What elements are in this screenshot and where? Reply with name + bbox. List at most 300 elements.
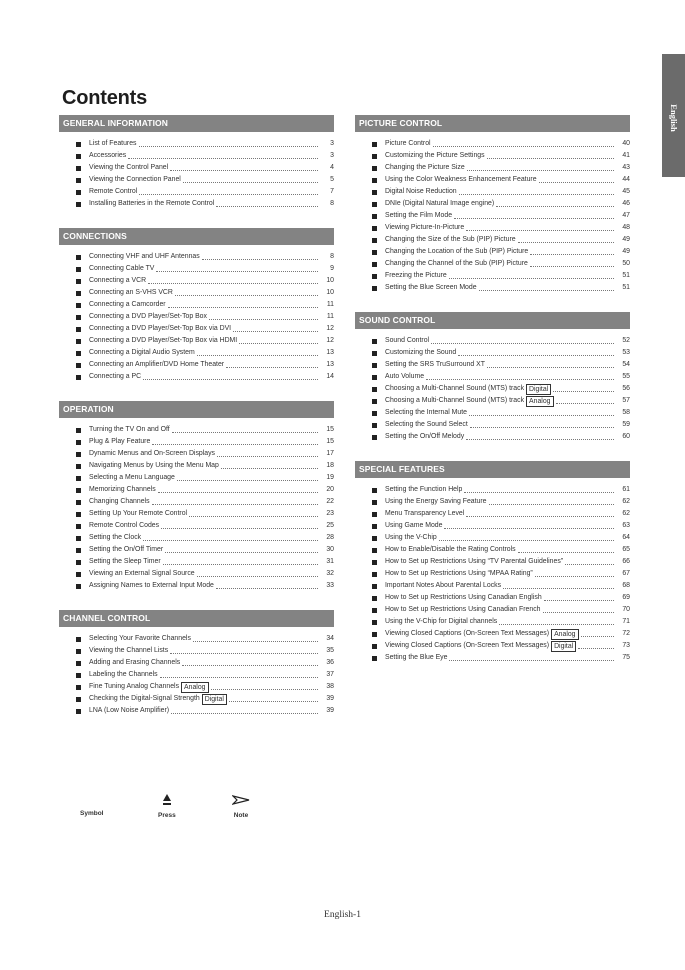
square-bullet-icon xyxy=(76,202,81,207)
square-bullet-icon xyxy=(76,440,81,445)
toc-entry-title: Setting the Function Help xyxy=(385,486,463,493)
toc-entry xyxy=(76,424,334,436)
dot-leader xyxy=(226,367,318,368)
dot-leader xyxy=(556,403,615,404)
square-bullet-icon xyxy=(372,190,377,195)
square-bullet-icon xyxy=(372,584,377,589)
toc-entry xyxy=(76,174,334,186)
square-bullet-icon xyxy=(76,488,81,493)
toc-entry xyxy=(76,162,334,174)
dot-leader xyxy=(487,158,614,159)
square-bullet-icon xyxy=(76,649,81,654)
square-bullet-icon xyxy=(372,339,377,344)
toc-entry xyxy=(372,371,630,383)
toc-entry xyxy=(372,270,630,282)
section-heading: GENERAL INFORMATION xyxy=(59,115,334,132)
toc-entry-page: 54 xyxy=(622,361,630,368)
square-bullet-icon xyxy=(372,142,377,147)
toc-entry-title: Setting the Clock xyxy=(89,534,142,541)
square-bullet-icon xyxy=(372,423,377,428)
toc-entry-page: 51 xyxy=(622,284,630,291)
square-bullet-icon xyxy=(76,572,81,577)
note-icon xyxy=(232,793,250,807)
dot-leader xyxy=(172,432,318,433)
toc-entry xyxy=(372,407,630,419)
toc-entry-page: 66 xyxy=(622,558,630,565)
toc-entry-page: 3 xyxy=(330,140,334,147)
toc-entry-title: Connecting a DVD Player/Set-Top Box via DVI xyxy=(89,325,232,332)
toc-entry-page: 62 xyxy=(622,510,630,517)
toc-entry xyxy=(76,508,334,520)
toc-entry-page: 28 xyxy=(326,534,334,541)
toc-entry-page: 62 xyxy=(622,498,630,505)
toc-list xyxy=(355,132,630,294)
toc-entry-title: Viewing the Channel Lists xyxy=(89,647,169,654)
signal-type-tag: Analog xyxy=(551,629,578,640)
dot-leader xyxy=(211,689,319,690)
toc-entry-title: How to Set up Restrictions Using “MPAA Rating” xyxy=(385,570,533,577)
dot-leader xyxy=(496,206,614,207)
dot-leader xyxy=(158,492,318,493)
square-bullet-icon xyxy=(76,512,81,517)
dot-leader xyxy=(143,540,318,541)
toc-entry-title: Changing the Location of the Sub (PIP) Picture xyxy=(385,248,529,255)
toc-entry-title: Remote Control Codes xyxy=(89,522,160,529)
section-sound-control xyxy=(355,312,630,443)
dot-leader xyxy=(170,653,318,654)
toc-entry-page: 48 xyxy=(622,224,630,231)
square-bullet-icon xyxy=(372,411,377,416)
toc-entry xyxy=(372,616,630,628)
toc-entry-title: Setting Up Your Remote Control xyxy=(89,510,188,517)
toc-entry-title: Navigating Menus by Using the Menu Map xyxy=(89,462,219,469)
dot-leader xyxy=(148,283,318,284)
square-bullet-icon xyxy=(372,500,377,505)
toc-entry-page: 43 xyxy=(622,164,630,171)
toc-entry-title: Changing the Size of the Sub (PIP) Picture xyxy=(385,236,516,243)
toc-entry-title: Checking the Digital-Signal Strength xyxy=(89,695,200,702)
square-bullet-icon xyxy=(372,560,377,565)
press-icon xyxy=(161,793,173,807)
dot-leader xyxy=(426,379,614,380)
dot-leader xyxy=(197,576,318,577)
section-connections xyxy=(59,228,334,383)
toc-entry-page: 37 xyxy=(326,671,334,678)
dot-leader xyxy=(466,230,614,231)
toc-entry xyxy=(372,532,630,544)
toc-left-column xyxy=(59,115,334,735)
toc-entry xyxy=(372,628,630,640)
square-bullet-icon xyxy=(76,560,81,565)
dot-leader xyxy=(487,367,614,368)
square-bullet-icon xyxy=(76,142,81,147)
dot-leader xyxy=(459,194,614,195)
toc-entry-title: How to Enable/Disable the Rating Controls xyxy=(385,546,516,553)
dot-leader xyxy=(449,278,614,279)
toc-list xyxy=(59,627,334,717)
toc-entry-title: LNA (Low Noise Amplifier) xyxy=(89,707,170,714)
toc-entry-title: Selecting the Sound Select xyxy=(385,421,468,428)
toc-entry-page: 47 xyxy=(622,212,630,219)
toc-entry-title: Changing the Picture Size xyxy=(385,164,465,171)
toc-entry xyxy=(372,198,630,210)
toc-entry-page: 39 xyxy=(326,707,334,714)
toc-entry-title: Connecting a Digital Audio System xyxy=(89,349,195,356)
toc-entry-page: 11 xyxy=(326,313,334,320)
square-bullet-icon xyxy=(372,524,377,529)
dot-leader xyxy=(229,701,318,702)
square-bullet-icon xyxy=(76,673,81,678)
toc-list xyxy=(59,132,334,210)
toc-entry-title: List of Features xyxy=(89,140,137,147)
toc-entry-page: 12 xyxy=(326,337,334,344)
toc-entry xyxy=(372,162,630,174)
square-bullet-icon xyxy=(372,387,377,392)
dot-leader xyxy=(464,492,614,493)
dot-leader xyxy=(489,504,614,505)
square-bullet-icon xyxy=(76,267,81,272)
toc-entry xyxy=(76,347,334,359)
toc-entry-title: Using the Color Weakness Enhancement Feature xyxy=(385,176,537,183)
dot-leader xyxy=(143,379,318,380)
section-heading: SOUND CONTROL xyxy=(355,312,630,329)
dot-leader xyxy=(128,158,318,159)
dot-leader xyxy=(518,242,614,243)
square-bullet-icon xyxy=(76,548,81,553)
dot-leader xyxy=(565,564,614,565)
toc-entry-title: Connecting an S-VHS VCR xyxy=(89,289,173,296)
toc-entry-page: 36 xyxy=(326,659,334,666)
legend-note-label: Note xyxy=(233,812,249,819)
toc-entry-page: 73 xyxy=(622,642,630,649)
toc-entry-page: 57 xyxy=(622,397,630,404)
toc-entry-title: Plug & Play Feature xyxy=(89,438,151,445)
toc-entry-page: 64 xyxy=(622,534,630,541)
toc-entry-title: Setting the SRS TruSurround XT xyxy=(385,361,485,368)
toc-entry xyxy=(372,395,630,407)
toc-entry xyxy=(372,496,630,508)
toc-entry xyxy=(76,460,334,472)
toc-entry-title: Using Game Mode xyxy=(385,522,443,529)
toc-entry-page: 19 xyxy=(326,474,334,481)
toc-entry-page: 58 xyxy=(622,409,630,416)
square-bullet-icon xyxy=(372,166,377,171)
dot-leader xyxy=(161,528,318,529)
toc-entry xyxy=(76,556,334,568)
toc-entry-page: 32 xyxy=(326,570,334,577)
signal-type-tag: Analog xyxy=(526,396,553,407)
toc-entry-title: Choosing a Multi-Channel Sound (MTS) track xyxy=(385,397,525,404)
square-bullet-icon xyxy=(372,572,377,577)
toc-list xyxy=(59,418,334,592)
toc-entry-page: 13 xyxy=(326,361,334,368)
square-bullet-icon xyxy=(76,339,81,344)
toc-entry xyxy=(372,556,630,568)
toc-entry-title: Turning the TV On and Off xyxy=(89,426,170,433)
square-bullet-icon xyxy=(76,351,81,356)
toc-entry-page: 60 xyxy=(622,433,630,440)
section-special-features xyxy=(355,461,630,664)
dot-leader xyxy=(168,307,318,308)
toc-entry-title: Freezing the Picture xyxy=(385,272,447,279)
section-heading: PICTURE CONTROL xyxy=(355,115,630,132)
toc-entry-page: 70 xyxy=(622,606,630,613)
toc-entry xyxy=(372,484,630,496)
square-bullet-icon xyxy=(372,644,377,649)
toc-entry xyxy=(372,544,630,556)
toc-entry-title: Assigning Names to External Input Mode xyxy=(89,582,214,589)
toc-entry xyxy=(372,604,630,616)
toc-entry-page: 23 xyxy=(326,510,334,517)
toc-entry-title: Selecting Your Favorite Channels xyxy=(89,635,191,642)
dot-leader xyxy=(449,660,614,661)
dot-leader xyxy=(189,516,318,517)
signal-type-tag: Analog xyxy=(181,682,208,693)
toc-entry-title: Fine Tuning Analog Channels xyxy=(89,683,180,690)
toc-entry-title: Digital Noise Reduction xyxy=(385,188,457,195)
square-bullet-icon xyxy=(372,202,377,207)
dot-leader xyxy=(152,444,318,445)
toc-entry-page: 51 xyxy=(622,272,630,279)
toc-entry-page: 71 xyxy=(622,618,630,625)
toc-entry xyxy=(372,246,630,258)
toc-entry-page: 9 xyxy=(330,265,334,272)
dot-leader xyxy=(467,170,614,171)
toc-entry-page: 55 xyxy=(622,373,630,380)
toc-entry xyxy=(76,287,334,299)
square-bullet-icon xyxy=(372,608,377,613)
toc-list xyxy=(355,329,630,443)
toc-entry-title: Dynamic Menus and On-Screen Displays xyxy=(89,450,215,457)
legend-symbol xyxy=(80,810,103,817)
toc-entry-page: 3 xyxy=(330,152,334,159)
toc-entry xyxy=(372,652,630,664)
toc-entry xyxy=(76,448,334,460)
square-bullet-icon xyxy=(372,178,377,183)
square-bullet-icon xyxy=(372,632,377,637)
toc-entry xyxy=(372,419,630,431)
toc-entry-title: Viewing the Connection Panel xyxy=(89,176,181,183)
dot-leader xyxy=(216,206,318,207)
toc-entry-page: 33 xyxy=(326,582,334,589)
dot-leader xyxy=(202,259,318,260)
square-bullet-icon xyxy=(76,685,81,690)
toc-entry-page: 15 xyxy=(326,438,334,445)
dot-leader xyxy=(163,564,318,565)
dot-leader xyxy=(466,439,614,440)
toc-entry xyxy=(372,138,630,150)
toc-entry xyxy=(372,508,630,520)
signal-type-tag: Digital xyxy=(551,641,576,652)
toc-entry-title: Using the V-Chip for Digital channels xyxy=(385,618,498,625)
dot-leader xyxy=(535,576,614,577)
page-title: Contents xyxy=(62,87,148,109)
toc-entry-title: Important Notes About Parental Locks xyxy=(385,582,502,589)
dot-leader xyxy=(578,648,614,649)
square-bullet-icon xyxy=(372,238,377,243)
section-picture-control xyxy=(355,115,630,294)
dot-leader xyxy=(454,218,614,219)
square-bullet-icon xyxy=(76,428,81,433)
toc-entry-title: Connecting a VCR xyxy=(89,277,147,284)
toc-entry-title: Connecting a DVD Player/Set-Top Box via HDMI xyxy=(89,337,238,344)
toc-entry-page: 7 xyxy=(330,188,334,195)
language-tab-label: English xyxy=(668,104,679,132)
square-bullet-icon xyxy=(372,154,377,159)
dot-leader xyxy=(499,624,614,625)
square-bullet-icon xyxy=(76,661,81,666)
dot-leader xyxy=(466,516,614,517)
toc-entry-title: Labeling the Channels xyxy=(89,671,158,678)
square-bullet-icon xyxy=(76,363,81,368)
toc-entry xyxy=(76,657,334,669)
toc-entry-title: Customizing the Sound xyxy=(385,349,457,356)
toc-entry xyxy=(372,580,630,592)
toc-entry-title: Picture Control xyxy=(385,140,431,147)
toc-entry xyxy=(372,150,630,162)
toc-entry-title: Viewing an External Signal Source xyxy=(89,570,195,577)
toc-entry xyxy=(76,323,334,335)
dot-leader xyxy=(217,456,318,457)
section-heading: CHANNEL CONTROL xyxy=(59,610,334,627)
toc-entry-title: Adding and Erasing Channels xyxy=(89,659,181,666)
square-bullet-icon xyxy=(76,315,81,320)
toc-entry-title: Selecting a Menu Language xyxy=(89,474,175,481)
square-bullet-icon xyxy=(372,286,377,291)
toc-entry-title: Auto Volume xyxy=(385,373,425,380)
toc-entry-title: Using the Energy Saving Feature xyxy=(385,498,487,505)
square-bullet-icon xyxy=(372,488,377,493)
toc-entry-page: 22 xyxy=(326,498,334,505)
square-bullet-icon xyxy=(76,154,81,159)
toc-entry xyxy=(76,532,334,544)
dot-leader xyxy=(197,355,318,356)
legend-note xyxy=(232,793,250,819)
dot-leader xyxy=(177,480,318,481)
toc-entry-page: 53 xyxy=(622,349,630,356)
dot-leader xyxy=(439,540,614,541)
toc-entry-title: Remote Control xyxy=(89,188,138,195)
toc-entry-title: Setting the Sleep Timer xyxy=(89,558,161,565)
square-bullet-icon xyxy=(372,620,377,625)
toc-entry xyxy=(76,633,334,645)
toc-entry-page: 46 xyxy=(622,200,630,207)
square-bullet-icon xyxy=(76,709,81,714)
toc-entry-page: 5 xyxy=(330,176,334,183)
square-bullet-icon xyxy=(76,279,81,284)
toc-entry-title: Setting the Blue Eye xyxy=(385,654,448,661)
toc-entry xyxy=(76,263,334,275)
toc-entry-page: 30 xyxy=(326,546,334,553)
toc-entry-title: Using the V-Chip xyxy=(385,534,437,541)
square-bullet-icon xyxy=(372,250,377,255)
toc-entry-title: How to Set up Restrictions Using Canadian English xyxy=(385,594,542,601)
toc-entry xyxy=(76,150,334,162)
legend-press xyxy=(158,793,176,819)
toc-entry xyxy=(372,520,630,532)
toc-entry-page: 34 xyxy=(326,635,334,642)
legend-press-label: Press xyxy=(158,812,176,819)
toc-entry xyxy=(76,645,334,657)
section-heading: OPERATION xyxy=(59,401,334,418)
dot-leader xyxy=(543,612,615,613)
dot-leader xyxy=(479,290,614,291)
toc-entry-title: Sound Control xyxy=(385,337,430,344)
toc-entry-page: 63 xyxy=(622,522,630,529)
dot-leader xyxy=(239,343,318,344)
toc-entry xyxy=(372,568,630,580)
toc-entry-page: 11 xyxy=(326,301,334,308)
toc-entry-title: Setting the On/Off Melody xyxy=(385,433,465,440)
toc-entry-title: Setting the Film Mode xyxy=(385,212,453,219)
toc-entry xyxy=(76,484,334,496)
toc-entry-title: Viewing Picture-In-Picture xyxy=(385,224,465,231)
toc-entry-page: 56 xyxy=(622,385,630,392)
square-bullet-icon xyxy=(372,375,377,380)
toc-entry-title: Accessories xyxy=(89,152,127,159)
language-tab xyxy=(662,54,685,177)
toc-entry-page: 49 xyxy=(622,248,630,255)
toc-entry-page: 69 xyxy=(622,594,630,601)
toc-entry xyxy=(372,234,630,246)
toc-entry-page: 38 xyxy=(326,683,334,690)
square-bullet-icon xyxy=(76,524,81,529)
toc-entry xyxy=(372,431,630,443)
toc-entry-page: 41 xyxy=(622,152,630,159)
toc-entry-title: Connecting a DVD Player/Set-Top Box xyxy=(89,313,207,320)
toc-entry-page: 13 xyxy=(326,349,334,356)
dot-leader xyxy=(171,713,318,714)
toc-entry xyxy=(76,705,334,717)
toc-entry xyxy=(76,138,334,150)
toc-entry xyxy=(76,496,334,508)
square-bullet-icon xyxy=(76,536,81,541)
square-bullet-icon xyxy=(76,190,81,195)
toc-entry-title: Memorizing Channels xyxy=(89,486,156,493)
toc-entry-title: Selecting the Internal Mute xyxy=(385,409,467,416)
toc-list xyxy=(355,478,630,664)
dot-leader xyxy=(581,636,614,637)
dot-leader xyxy=(431,343,614,344)
dot-leader xyxy=(530,266,614,267)
toc-entry xyxy=(76,311,334,323)
dot-leader xyxy=(221,468,318,469)
toc-entry xyxy=(76,472,334,484)
dot-leader xyxy=(470,427,614,428)
dot-leader xyxy=(216,588,318,589)
dot-leader xyxy=(139,194,318,195)
signal-type-tag: Digital xyxy=(202,694,227,705)
dot-leader xyxy=(553,391,614,392)
toc-entry-title: DNIe (Digital Natural Image engine) xyxy=(385,200,495,207)
toc-entry xyxy=(76,436,334,448)
toc-entry-title: Changing Channels xyxy=(89,498,150,505)
square-bullet-icon xyxy=(76,476,81,481)
toc-entry xyxy=(372,592,630,604)
toc-entry xyxy=(372,347,630,359)
section-heading: CONNECTIONS xyxy=(59,228,334,245)
legend-symbol-label: Symbol xyxy=(80,810,104,817)
toc-entry xyxy=(76,335,334,347)
toc-entry-page: 4 xyxy=(330,164,334,171)
section-operation xyxy=(59,401,334,592)
signal-type-tag: Digital xyxy=(526,384,551,395)
toc-entry-page: 75 xyxy=(622,654,630,661)
toc-entry-title: Menu Transparency Level xyxy=(385,510,465,517)
toc-entry-title: How to Set up Restrictions Using Canadian French xyxy=(385,606,541,613)
square-bullet-icon xyxy=(76,303,81,308)
toc-entry-page: 35 xyxy=(326,647,334,654)
